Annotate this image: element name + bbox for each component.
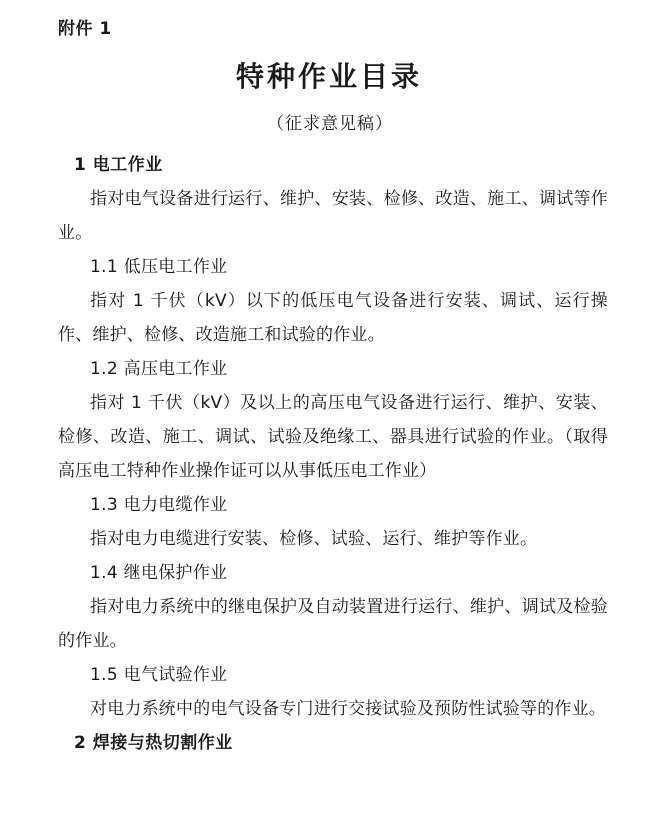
subsection-heading-1-1: 1.1 低压电工作业 (90, 257, 228, 277)
subsection-heading-1-3: 1.3 电力电缆作业 (90, 495, 228, 515)
subsection-text-1-2: 指对 1 千伏（kV）及以上的高压电气设备进行运行、维护、安装、检修、改造、施工、调试、试验及绝缘工、器具进行试验的作业。（取得高压电工特种作业操作证可以从事低压电工作业） (58, 393, 608, 481)
document-page (0, 14, 668, 821)
subsection-heading-1-4: 1.4 继电保护作业 (90, 563, 228, 583)
subsection-text-1-4: 指对电力系统中的继电保护及自动装置进行运行、维护、调试及检验的作业。 (58, 597, 608, 651)
subsection-text-1-3: 指对电力电缆进行安装、检修、试验、运行、维护等作业。 (90, 529, 538, 549)
attachment-label: 附件 1 (58, 19, 112, 39)
section-heading-1: 1 电工作业 (74, 155, 163, 175)
section-intro-1: 指对电气设备进行运行、维护、安装、检修、改造、施工、调试等作业。 (58, 189, 608, 243)
document-subtitle: （征求意见稿） (267, 114, 393, 134)
section-heading-2: 2 焊接与热切割作业 (74, 733, 233, 753)
subsection-heading-1-2: 1.2 高压电工作业 (90, 359, 228, 379)
document-body (58, 148, 608, 760)
subsection-text-1-1: 指对 1 千伏（kV）以下的低压电气设备进行安装、调试、运行操作、维护、检修、改造施工和试验的作业。 (58, 291, 608, 345)
subsection-text-1-5: 对电力系统中的电气设备专门进行交接试验及预防性试验等的作业。 (90, 699, 606, 719)
page-title: 特种作业目录 (235, 60, 422, 93)
subsection-heading-1-5: 1.5 电气试验作业 (90, 665, 228, 685)
